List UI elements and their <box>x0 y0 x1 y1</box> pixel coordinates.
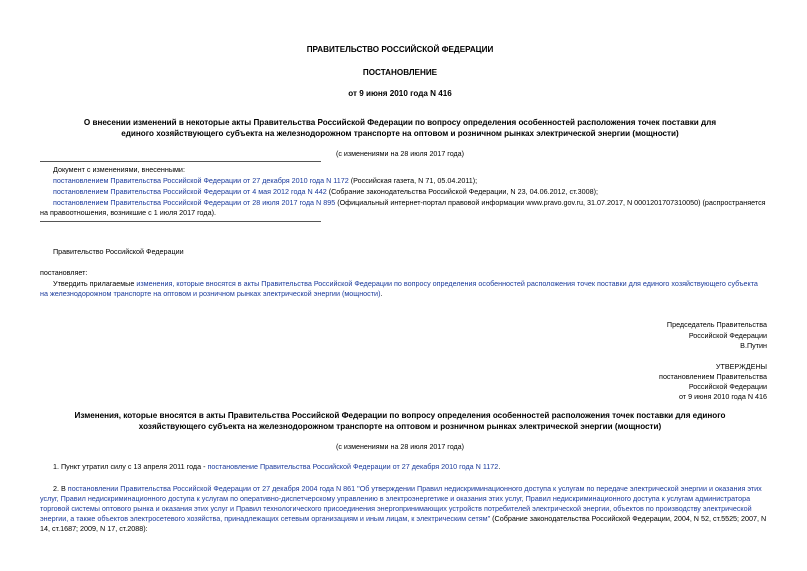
approved-date: от 9 июня 2010 года N 416 <box>678 392 767 401</box>
approved-country: Российской Федерации <box>688 382 767 391</box>
changes-annex-link[interactable]: изменения, которые вносятся в акты Правительства Российской Федерации по вопросу определения особенностей расположения точек поставки для единого хозяйствующего субъекта <box>136 279 758 288</box>
annex-point-2-line2 <box>40 494 750 504</box>
government-heading: ПРАВИТЕЛЬСТВО РОССИЙСКОЙ ФЕДЕРАЦИИ <box>306 45 494 54</box>
change-link-895[interactable]: постановлением Правительства Российской Федерации от 28 июля 2017 года N 895 <box>53 198 336 207</box>
change-tail: на правоотношения, возникшие с 1 июля 2017 года). <box>40 208 216 217</box>
divider-top <box>40 161 321 162</box>
document-date: от 9 июня 2010 года N 416 <box>348 89 452 98</box>
annex-link-861-cont[interactable]: энергии, а также объектов электросетевого хозяйства, принадлежащих сетевым организациям и иным лицам, к электрическим сетям" <box>40 514 491 523</box>
document-title-line1: О внесении изменений в некоторые акты Правительства Российской Федерации по вопросу определения особенностей расположения точек поставки для <box>83 118 717 127</box>
divider-bottom <box>40 221 321 222</box>
changes-intro: Документ с изменениями, внесенными: <box>53 165 185 174</box>
annex-title-line2: хозяйствующего субъекта на железнодорожном транспорте на оптовом и розничном рынках электрической энергии (мощности) <box>138 422 662 431</box>
change-link-442[interactable]: постановлением Правительства Российской Федерации от 4 мая 2012 года N 442 <box>53 187 327 196</box>
signature-country: Российской Федерации <box>688 331 767 340</box>
annex-link-861[interactable]: постановлении Правительства Российской Федерации от 27 декабря 2004 года N 861 "Об утверждении Правил недискриминационного доступа к услугам по передаче электрической энергии и оказания этих <box>67 484 762 493</box>
change-item: постановлением Правительства Российской Федерации от 27 декабря 2010 года N 1172 (Российская газета, N 71, 05.04.2011); <box>53 176 478 185</box>
annex-title-line1: Изменения, которые вносятся в акты Правительства Российской Федерации по вопросу определения особенностей расположения точек поставки для единого <box>74 411 726 420</box>
annex-link-861-cont[interactable]: торговой системы оптового рынка и оказания этих услуг и Правил технологического присоединения энергопринимающих устройств потребителей электрической энергии, объектов по производству электрической <box>40 504 752 513</box>
annex-link-861-cont[interactable]: услуг, Правил недискриминационного доступа к услугам по оперативно-диспетчерскому управлению в электроэнергетике и оказания этих услуг, Правил недискриминационного доступа к услугам администратора <box>40 494 751 503</box>
document-type: ПОСТАНОВЛЕНИЕ <box>362 68 438 77</box>
document-title-line2: единого хозяйствующего субъекта на железнодорожном транспорте на оптовом и розничном рынках электрической энергии (мощности) <box>121 129 679 138</box>
government-name: Правительство Российской Федерации <box>53 247 184 256</box>
approve-paragraph-cont: на железнодорожном транспорте на оптовом и розничном рынках электрической энергии (мощности). <box>40 289 383 298</box>
decides-label: постановляет: <box>40 268 88 277</box>
annex-point-2: 2. В постановлении Правительства Российской Федерации от 27 декабря 2004 года N 861 "Об утверждении Правил недискриминационного доступа к услугам по передаче электрической энергии и оказания этих <box>53 484 762 493</box>
change-item: постановлением Правительства Российской Федерации от 4 мая 2012 года N 442 (Собрание законодательства Российской Федерации, N 23, 04.06.2012, ст.3008); <box>53 187 599 196</box>
annex-point-1: 1. Пункт утратил силу с 13 апреля 2011 года - постановление Правительства Российской Федерации от 27 декабря 2010 года N 1172. <box>53 462 501 471</box>
change-item: постановлением Правительства Российской Федерации от 28 июля 2017 года N 895 (Официальный интернет-портал правовой информации www.pravo.gov.ru, 31.07.2017, N 0001201707310050) (распространяется <box>53 198 766 207</box>
approved-by: постановлением Правительства <box>659 372 767 381</box>
signature-name: В.Путин <box>740 341 767 350</box>
edition-note: (с изменениями на 28 июля 2017 года) <box>335 149 465 158</box>
annex-link-1172[interactable]: постановление Правительства Российской Федерации от 27 декабря 2010 года N 1172 <box>207 462 499 471</box>
change-link-1172[interactable]: постановлением Правительства Российской Федерации от 27 декабря 2010 года N 1172 <box>53 176 349 185</box>
approved-label: УТВЕРЖДЕНЫ <box>715 362 767 371</box>
annex-point-2-line4: энергии, а также объектов электросетевого хозяйства, принадлежащих сетевым организациям и иным лицам, к электрическим сетям" (Собрание законодательства Российской Федерации, 2004, N 52, ст.5525; 2007, N <box>40 514 767 523</box>
signature-position: Председатель Правительства <box>666 320 767 329</box>
approve-paragraph: Утвердить прилагаемые изменения, которые вносятся в акты Правительства Российской Федерации по вопросу определения особенностей расположения точек поставки для единого хозяйствующего субъекта <box>53 279 758 288</box>
annex-point-2-line5: 14, ст.1687; 2009, N 17, ст.2088): <box>40 524 148 533</box>
annex-point-2-line3 <box>40 504 752 514</box>
annex-edition-note: (с изменениями на 28 июля 2017 года) <box>335 442 465 451</box>
changes-annex-link-cont[interactable]: на железнодорожном транспорте на оптовом и розничном рынках электрической энергии (мощности) <box>40 289 381 298</box>
